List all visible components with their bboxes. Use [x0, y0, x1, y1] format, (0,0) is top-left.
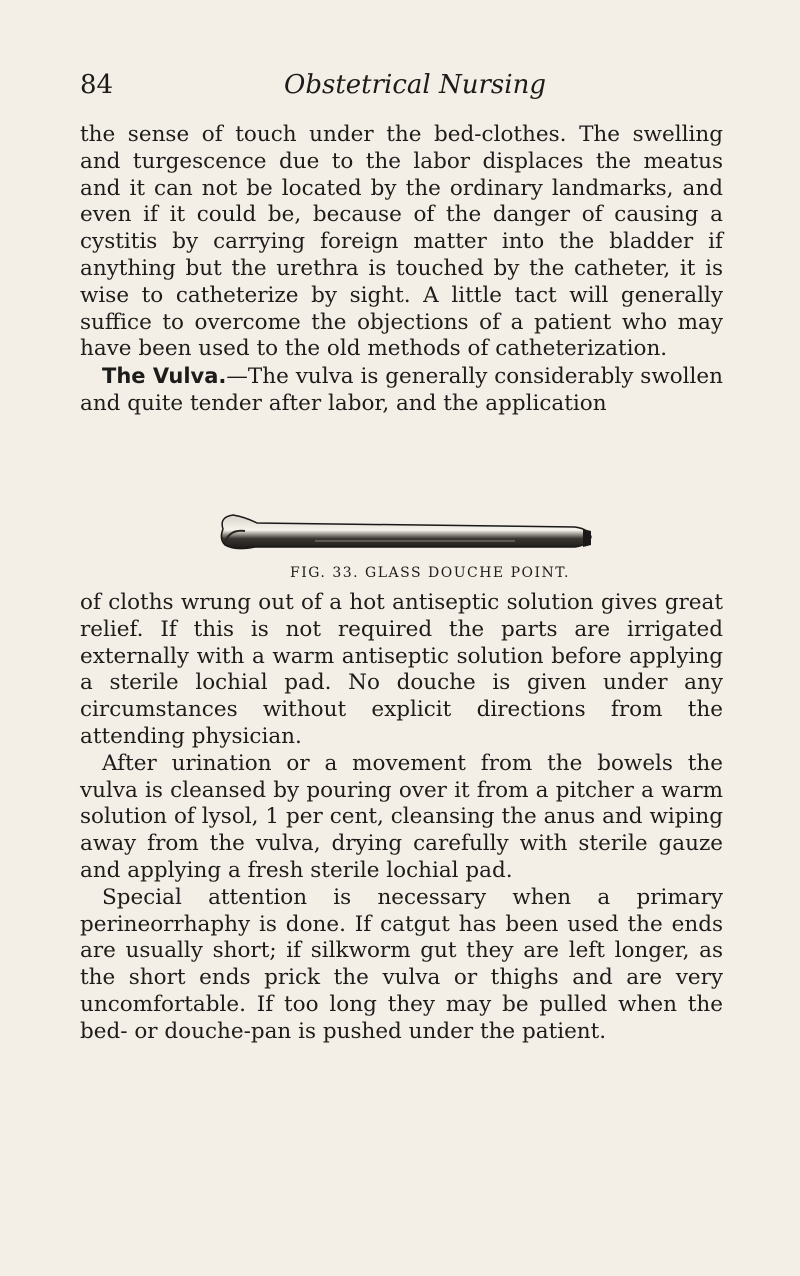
paragraph-vulva: [80, 363, 723, 418]
text-block-bottom: [80, 590, 723, 1046]
figure-glass-douche-point: [215, 507, 595, 567]
paragraph: the sense of touch under the bed-clothes. The swelling and turgescence due to the labor displaces the meatus and it can not be located by the ordinary landmarks, and even if it could be, because of the danger of causing a cystitis by carrying foreign matter into the bladder if anything but the urethra is touched by the catheter, it is wise to catheterize by sight. A little tact will generally suffice to overcome the objections of a patient who may have been used to the old methods of catheterization.: [80, 122, 723, 362]
glass-douche-point-icon: [215, 507, 595, 557]
paragraph-text: —The vulva is generally considerably swollen and quite tender after labor, and the application: [80, 364, 723, 416]
paragraph: of cloths wrung out of a hot antiseptic solution gives great relief. If this is not required the parts are irrigated externally with a warm antiseptic solution before applying a sterile lochial pad. No douche is given under any circumstances without explicit directions from the attending physician.: [80, 590, 723, 749]
paragraph: After urination or a movement from the bowels the vulva is cleansed by pouring over it from a pitcher a warm solution of lysol, 1 per cent, cleansing the anus and wiping away from the vulva, drying carefully with sterile gauze and applying a fresh sterile lochial pad.: [80, 750, 723, 883]
page-header: [80, 70, 720, 110]
text-block-top: [80, 122, 723, 418]
figure-caption: FIG. 33. GLASS DOUCHE POINT.: [289, 565, 571, 581]
paragraph: Special attention is necessary when a primary perineorrhaphy is done. If catgut has been used the ends are usually short; if silkworm gut they are left longer, as the short ends prick the vulva or thighs and are very uncomfortable. If too long they may be pulled when the bed- or douche-pan is pushed under the patient.: [80, 884, 723, 1044]
section-heading: The Vulva.: [102, 364, 227, 389]
page-number: 84: [80, 70, 114, 100]
running-title: Obstetrical Nursing: [284, 70, 546, 100]
